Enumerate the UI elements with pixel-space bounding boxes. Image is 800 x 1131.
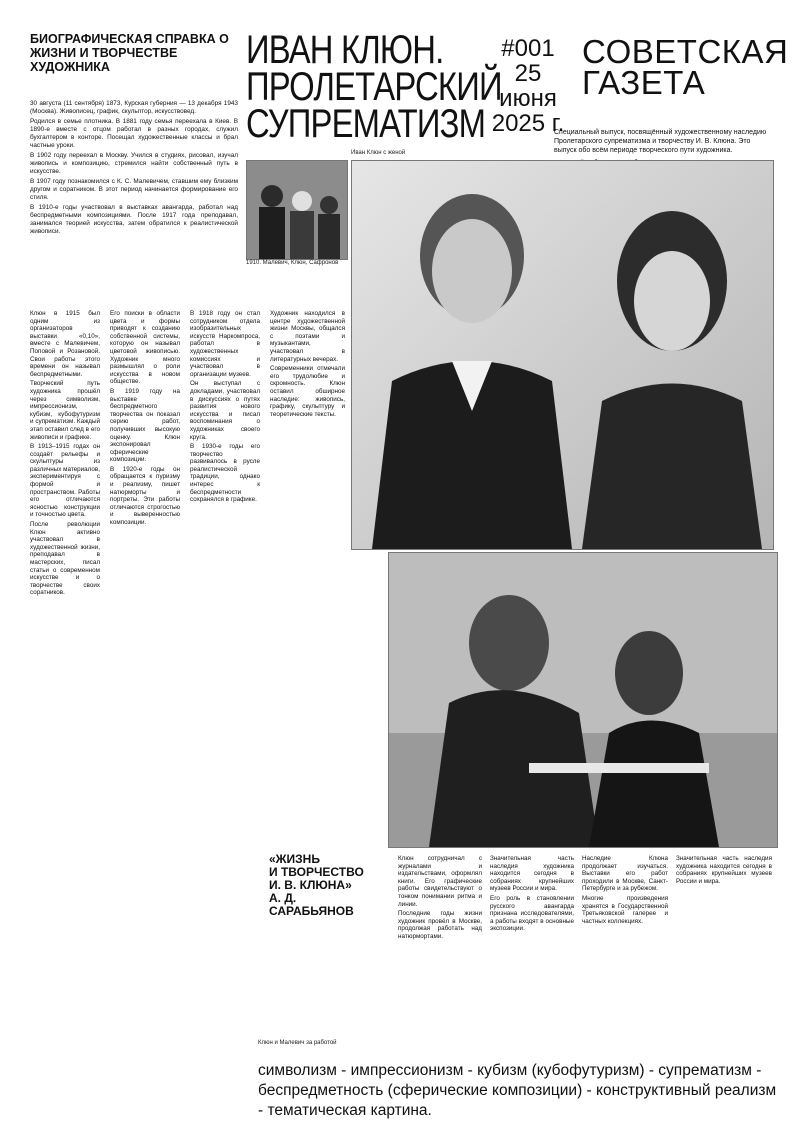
- article-paragraph: Его поиски в области цвета и формы приводят к созданию собственной системы, которую он называл цветовой живописью. Художник много размышлял о роли искусства в новом обществе.: [110, 310, 180, 386]
- couple-portrait-art: [352, 161, 773, 549]
- bio-paragraph: В 1902 году переехал в Москву. Учился в студиях, рисовал, изучал живопись и композицию, стремился найти собственный путь в искусстве.: [30, 152, 238, 175]
- pull-quote-line: А. Д.: [269, 891, 297, 905]
- couple-portrait-photo: [351, 160, 774, 550]
- article-paragraph: Последние годы жизни художник провёл в Москве, продолжая работать над натюрмортами.: [398, 910, 482, 940]
- working-photo-caption: Клюн и Малевич за работой: [258, 1040, 337, 1046]
- article-column-4: [270, 310, 345, 840]
- article-paragraph: В 1919 году на выставке беспредметного творчества он показал серию работ, получивших высокую оценку. Клюн экспонировал сферические композиции.: [110, 387, 180, 464]
- newspaper-name-line: СОВЕТСКАЯ: [582, 33, 789, 70]
- bio-paragraph: 30 августа (11 сентября) 1873, Курская губерния — 13 декабря 1943 (Москва). Живописец, график, скульптор, искусствовед.: [30, 100, 238, 115]
- article-paragraph: Клюн сотрудничал с журналами и издательствами, оформлял книги. Его графические работы свидетельствуют о тонком понимании ритма и линии.: [398, 855, 482, 908]
- article-paragraph: Он выступал с докладами, участвовал в дискуссиях о путях развития нового искусства и писал воспоминания о художниках своего круга.: [190, 380, 260, 441]
- group-photo-art: [247, 161, 347, 259]
- bio-heading: БИОГРАФИЧЕСКАЯ СПРАВКА О ЖИЗНИ И ТВОРЧЕСТВЕ ХУДОЖНИКА: [30, 32, 229, 74]
- issue-block: [478, 36, 578, 136]
- pull-quote-line: САРАБЬЯНОВ: [269, 904, 354, 918]
- pull-quote-line: И. В. КЛЮНА»: [269, 878, 352, 892]
- main-title-line: ПРОЛЕТАРСКИЙ: [246, 65, 502, 109]
- article-paragraph: В 1918 году он стал сотрудником отдела изобразительных искусств Наркомпроса, работал в художественных комиссиях и участвовал в организации музеев.: [190, 310, 260, 378]
- artists-working-photo: [388, 552, 778, 848]
- bio-paragraph: Родился в семье плотника. В 1881 году семья переехала в Киев. В 1890-е вместе с отцом работал в разных городах, служил бухгалтером в конторе. Посещал художественные классы и брал частные уроки.: [30, 118, 238, 149]
- article-paragraph: Наследие Клюна продолжает изучаться. Выставки его работ проходили в Москве, Санкт-Петербурге и за рубежом.: [582, 855, 668, 893]
- article-paragraph: Современники отмечали его трудолюбие и скромность. Клюн оставил обширное наследие: живопись, графику, скульптуру и теоретические тексты.: [270, 365, 345, 418]
- bio-text: [30, 100, 238, 236]
- article-column-5: [398, 855, 482, 1055]
- article-paragraph: Его роль в становлении русского авангарда признана исследователями, а работы входят в основные экспозиции.: [490, 894, 574, 933]
- issue-month: июня: [499, 85, 557, 112]
- pull-quote: [269, 853, 387, 918]
- article-column-7: [582, 855, 668, 1055]
- issue-year: 2025 г.: [491, 110, 565, 137]
- newspaper-name-line: ГАЗЕТА: [582, 64, 706, 101]
- group-photo: [246, 160, 348, 260]
- article-paragraph: Значительная часть наследия художника находится сегодня в собраниях крупнейших музеев России и мира.: [490, 855, 574, 893]
- article-column-3: [190, 310, 260, 1105]
- bio-paragraph: В 1907 году познакомился с К. С. Малевичем, ставшим ему близким другом и соратником. В этот период начинается формирование его стиля.: [30, 178, 238, 201]
- article-paragraph: Художник находился в центре художественной жизни Москвы, общался с поэтами и музыкантами, участвовал в литературных вечерах.: [270, 310, 345, 363]
- group-photo-caption: 1910. Малевич, Клюн, Сафронов: [246, 260, 339, 266]
- article-column-8: [676, 855, 772, 1055]
- pull-quote-line: «ЖИЗНЬ: [269, 852, 320, 866]
- issue-number: #001: [501, 35, 555, 62]
- main-title: [246, 28, 502, 146]
- bio-paragraph: В 1910-е годы участвовал в выставках авангарда, работал над беспредметными композициями. После 1917 года преподавал, занимался теорией искусства, затем обратился к реалистической живописи.: [30, 204, 238, 235]
- article-paragraph: Творческий путь художника прошёл через символизм, импрессионизм, кубизм, кубофутуризм и супрематизм. Каждый этап оставил след в его живописи и графике.: [30, 380, 100, 441]
- lead-text: Специальный выпуск, посвящённый художественному наследию Пролетарского супрематизма и творчеству И. В. Клюна. Это выпуск обо всём периоде творческого пути художника.: [554, 129, 767, 154]
- artists-working-art: [389, 553, 777, 847]
- newspaper-name: [582, 33, 789, 101]
- issue-day: 25: [514, 60, 542, 87]
- main-title-line: СУПРЕМАТИЗМ: [246, 102, 486, 146]
- article-column-6: [490, 855, 574, 1055]
- article-paragraph: В 1913–1915 годах он создаёт рельефы и скульптуры из различных материалов, экспериментируя с формой и пространством. Работы его отличаются ясностью конструкции и точностью цвета.: [30, 443, 100, 519]
- article-paragraph: В 1920-е годы он обращается к пуризму и реализму, пишет натюрморты и портреты. Эти работы отличаются строгостью и выверенностью композиции.: [110, 465, 180, 527]
- article-column-2: [110, 310, 180, 1105]
- article-paragraph: Клюн в 1915 был одним из организаторов выставки «0,10», вместе с Малевичем, Поповой и Розановой. Свои работы этого времени он называл беспредметными.: [30, 310, 100, 378]
- couple-photo-caption: Иван Клюн с женой: [351, 150, 406, 156]
- article-paragraph: Значительная часть наследия художника находится сегодня в собраниях крупнейших музеев России и мира.: [676, 855, 772, 885]
- main-title-line: ИВАН КЛЮН.: [246, 28, 444, 72]
- article-column-1: [30, 310, 100, 1105]
- style-evolution-line: символизм - импрессионизм - кубизм (кубофутуризм) - супрематизм - беспредметность (сферические композиции) - конструктивный реализм - тематическая картина.: [258, 1062, 777, 1119]
- article-paragraph: После революции Клюн активно участвовал в художественной жизни, преподавал в мастерских, писал статьи о современном искусстве и о творчестве своих соратников.: [30, 521, 100, 597]
- article-paragraph: В 1930-е годы его творчество развивалось в русле реалистической традиции, однако интерес к беспредметности сохранялся в графике.: [190, 443, 260, 504]
- article-paragraph: Многие произведения хранятся в Государственной Третьяковской галерее и частных коллекциях.: [582, 894, 668, 925]
- pull-quote-line: И ТВОРЧЕСТВО: [269, 865, 364, 879]
